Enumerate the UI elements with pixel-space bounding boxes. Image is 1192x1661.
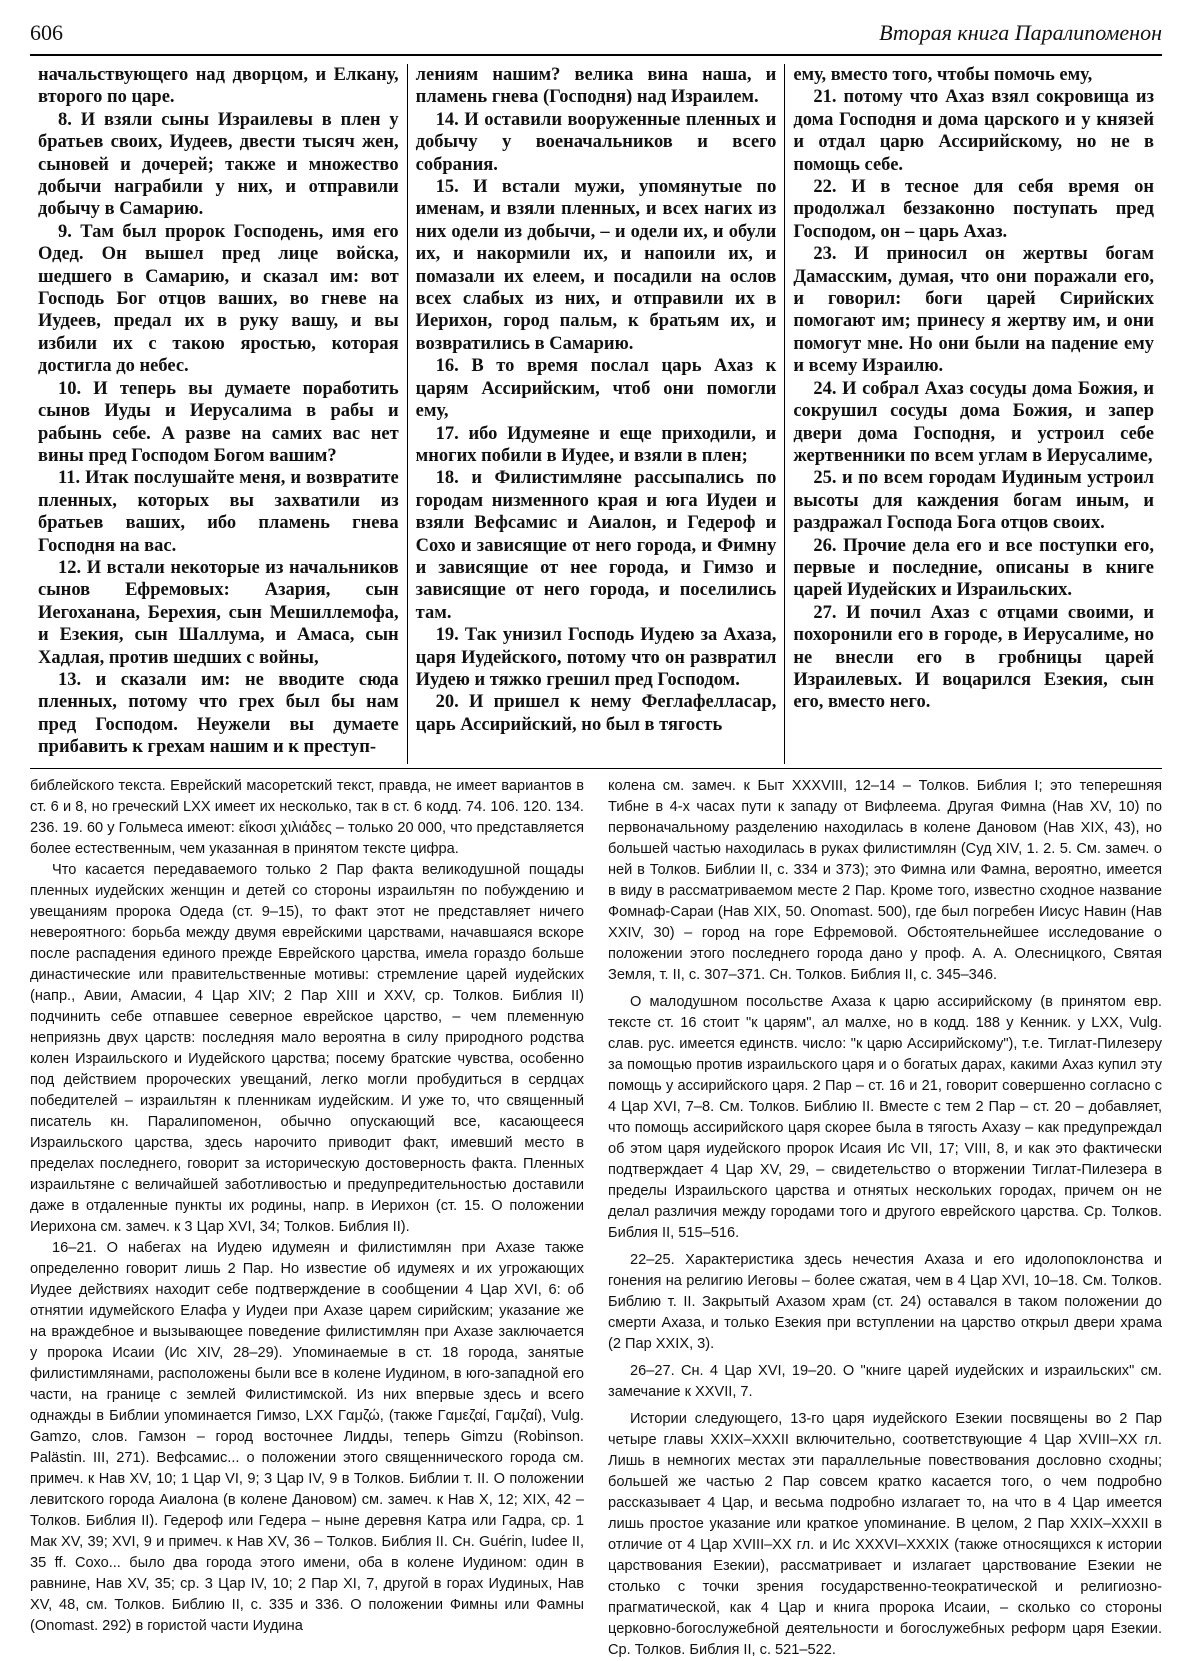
commentary-paragraph: О малодушном посольстве Ахаза к царю ассирийскому (в принятом евр. тексте ст. 16 стоит "к царям", ал малхе, но в кодд. 188 у Кенник. у LXX, Vulg. слав. рус. имеется единств. число: "к царю Ассирийскому"), т.е. Тиглат-Пилезеру за помощью против израильского царя и о богатых дарах, какими Ахаз купил эту помощь у ассирийского царя. 2 Пар – ст. 16 и 21, говорит совершенно согласно с 4 Цар XVI, 7–8. См. Толков. Библию II. Вместе с тем 2 Пар – ст. 20 – добавляет, что помощь ассирийского царя скорее была в тягость Ахазу – как предупреждал об этом царя иудейского пророк Исаия Ис VII, 17; VIII, 8, и как это фактически подтверждает 4 Цар XV, 29, – свидетельство о вторжении Тиглат-Пилезера в пределы Израильского царства и отнятых нескольких городах, причем он не делал различия между городами того и другого еврейского царства. Ср. Толков. Библия II, 515–516. — [608, 994, 1162, 1241]
commentary-paragraph: библейского текста. Еврейский масоретский текст, правда, не имеет вариантов в ст. 6 и 8, но греческий LXX имеет их несколько, так в ст. 6 кодд. 74. 106. 120. 134. 236. 19. 60 у Гольмеса имеют: εἴκοσι χιλιάδες – только 20 000, что представляется более естественным, чем указанная в принятом тексте цифра. — [30, 778, 584, 857]
bible-column-2 — [407, 64, 785, 764]
verse: 17. ибо Идумеяне и еще приходили, и многих побили в Иудее, и взяли в плен; — [415, 423, 777, 466]
verse: 24. И собрал Ахаз сосуды дома Божия, и сокрушил сосуды дома Божия, и запер двери дома Господня, и устроил себе жертвенники по всем углам в Иерусалиме, — [793, 378, 1155, 466]
page-header — [30, 14, 1162, 56]
verse: 26. Прочие дела его и все поступки его, первые и последние, описаны в книге царей Иудейских и Израильских. — [793, 535, 1155, 601]
verse: 14. И оставили вооруженные пленных и добычу у военачальников и всего собрания. — [415, 109, 777, 175]
verse: 11. Итак послушайте меня, и возвратите пленных, которых вы захватили из братьев ваших, ибо пламень гнева Господня на вас. — [38, 468, 399, 556]
section-divider — [30, 768, 1162, 769]
bible-column-1 — [30, 64, 407, 764]
verse: 9. Там был пророк Господень, имя его Одед. Он вышел пред лице войска, шедшего в Самарию, и сказал им: вот Господь Бог отцов ваших, во гневе на Иудеев, предал их в руку вашу, и вы избили их с такою яростью, которая достигла до небес. — [38, 221, 399, 377]
commentary-paragraph: 26–27. Сн. 4 Цар XVI, 19–20. О "книге царей иудейских и израильских" см. замечание к XXVII, 7. — [608, 1363, 1162, 1400]
verse: 18. и Филистимляне рассыпались по городам низменного края и юга Иудеи и взяли Вефсамис и Аиалон, и Гедероф и Сохо и зависящие от него города, и Фимну и зависящие от нее города, и Гимзо и зависящие от него города, и поселились там. — [415, 468, 777, 623]
verse: 20. И пришел к нему Феглафелласар, царь Ассирийский, но был в тягость — [415, 692, 777, 735]
verse: 23. И приносил он жертвы богам Дамасским, думая, что они поражали его, и говорил: боги царей Сирийских помогают им; принесу я жертву им, и они помогут мне. Но они были на падение ему и всему Израилю. — [793, 244, 1155, 377]
running-title: Вторая книга Паралипоменон — [879, 20, 1162, 45]
commentary-column-left — [30, 776, 584, 1634]
verse: ему, вместо того, чтобы помочь ему, — [793, 65, 1093, 85]
verse: лениям нашим? велика вина наша, и пламень гнева (Господня) над Израилем. — [415, 65, 777, 108]
commentary-paragraph: Что касается передаваемого только 2 Пар факта великодушной пощады пленных иудейских женщин и детей со стороны израильтян по побуждению и увещаниям пророка Одеда (ст. 9–15), то факт этот не представляет ничего невероятного: борьба между двумя еврейскими царствами, начавшаяся вскоре после распадения единого прежде Еврейского царства, имела гораздо больше династические или правительственные мотивы: стремление царей иудейских (напр., Авии, Амасии, 4 Цар XIV; 2 Пар XIII и XXV, ср. Толков. Библия II) подчинить себе отпавшее северное еврейское царство, – чем племенную неприязнь двух царств: последняя мало вероятна в силу природного родства колен Израильского и Иудейского царства; посему братские чувства, особенно под действием пророческих увещаний, легко могли пробудиться в сердцах победителей – израильтян к пленникам иудейским. И уже то, что священный писатель кн. Паралипоменон, обычно опускающий все, касающееся Израильского царства, здесь нарочито приводит факт, имевший место в пределах последнего, говорит за историческую достоверность факта. Пленных израильтяне с величайшей заботливостью и предупредительностью доставили даже в отдаленные пункты их родины, напр. в Иерихон (ст. 15. О положении Иерихона см. замеч. к 3 Цар XVI, 34; Толков. Библия II). — [30, 862, 584, 1235]
verse: 27. И почил Ахаз с отцами своими, и похоронили его в городе, в Иерусалиме, но не внесли его в гробницы царей Израилевых. И воцарился Езекия, сын его, вместо него. — [793, 602, 1155, 713]
verse: 15. И встали мужи, упомянутые по именам, и взяли пленных, и всех нагих из них одели из добычи, – и одели их, и обули их, и накормили их, и напоили их, и помазали их елеем, и посадили на ослов всех слабых из них, и отправили их в Иерихон, город пальм, к братьям их, и возвратились в Самарию. — [415, 177, 777, 354]
verse: 19. Так унизил Господь Иудею за Ахаза, царя Иудейского, потому что он развратил Иудею и тяжко грешил пред Господом. — [415, 625, 777, 690]
commentary-paragraph: Истории следующего, 13-го царя иудейского Езекии посвящены во 2 Пар четыре главы XXIX–XXXII включительно, соответствующие 4 Цар XVIII–XX гл. Лишь в немногих местах эти параллельные повествования дословно сходны; большей же частью 2 Пар совсем кратко касается того, о чем подробно рассказывает 4 Цар, и весьма подробно излагает то, на что в 4 Цар имеется лишь простое указание или краткое упоминание. В целом, 2 Пар XXIX–XXXII в отличие от 4 Цар XVIII–XX гл. и Ис XXXVI–XXXIX (также относящихся к истории царствования Езекии), рассматривает и излагает царствование Езекии не столько с точки зрения государственно-теократической и религиозно-прагматической, как 4 Цар и книга пророка Исаии, – сколько со стороны церковно-богослужебной деятельности и богослужебных реформ царя Езекии. Ср. Толков. Библия II, с. 521–522. — [608, 1411, 1162, 1658]
commentary-paragraph: колена см. замеч. к Быт XXXVIII, 12–14 – Толков. Библия I; это теперешняя Тибне в 4-х часах пути к западу от Вифлеема. Другая Фимна (Нав XV, 10) по первоначальному разделению находилась в колене Дановом (Нав XIX, 43), но большей частью находилась в руках филистимлян (Суд XIV, 1. 2. 5. См. замеч. о ней в Толков. Библии II, с. 334 и 373); это Фимна или Фамна, вероятно, имеется в виду в рассматриваемом месте 2 Пар. Кроме того, известно сходное название Фомнаф-Сараи (Нав XIX, 50. Onomast. 500), где был погребен Иисус Навин (Нав XXIV, 30) – город на горе Ефремовой. Обстоятельнейшее исследование о положении этого последнего города дано у проф. А. А. Олесницкого, Святая Земля, т. II, с. 307–371. Сн. Толков. Библия II, с. 345–346. — [608, 778, 1162, 983]
verse: 10. И теперь вы думаете поработить сынов Иуды и Иерусалима в рабы и рабынь себе. А разве на самих вас нет вины пред Господом Богом вашим? — [38, 378, 399, 466]
verse: 21. потому что Ахаз взял сокровища из дома Господня и дома царского и у князей и отдал царю Ассирийскому, но не в помощь себе. — [793, 87, 1155, 175]
page-number: 606 — [30, 20, 63, 45]
commentary-paragraph: 16–21. О набегах на Иудею идумеян и филистимлян при Ахазе также определенно говорит лишь 2 Пар. Но известие об идумеях и их угрожающих Иудее действиях находит себе подтверждение в сообщении 4 Цар XVI, 6: об отнятии идумейского Елафа у Иудеи при Ахазе царем сирийским; указание же на враждебное и вызывающее поведение филистимлян при Ахазе заключается у пророка Исаии (Ис XIV, 28–29). Упоминаемые в ст. 18 города, занятые филистимлянами, расположены были все в колене Иудином, в юго-западной его части, на границе с землей Филистимской. Из них впервые здесь и всего однажды в Библии упоминается Гимзо, LXX Γαμζώ, (также Γαμεζαί, Γαμζαί), Vulg. Gamzo, слов. Гамзон – город восточнее Лидды, теперь Gimzu (Robinson. Palästin. III, 271). Вефсамис... о положении этого священнического города см. примеч. к Нав XV, 10; 1 Цар VI, 9; 3 Цар IV, 9 в Толков. Библии т. II. О положении левитского города Аиалона (в колене Дановом) см. замеч. к Нав X, 12; XIX, 42 – Толков. Библия II). Гедероф или Гедера – ныне деревня Катра или Гадра, ср. 1 Мак XV, 39; XVI, 9 и примеч. к Нав XV, 36 – Толков. Библия II. Сн. Guérin, Iudee II, 35 ff. Сохо... было два города этого имени, оба в колене Иудином: один в равнине, Нав XV, 35; ср. 3 Цар IV, 10; 2 Пар XI, 7, другой в горах Иудиных, Нав XV, 48, см. Толков. Библию II, с. 335 и 336. О положении Фимны или Фамны (Onomast. 292) в гористой части Иудина — [30, 1240, 584, 1634]
verse: 22. И в тесное для себя время он продолжал беззаконно поступать пред Господом, он – царь Ахаз. — [793, 177, 1155, 242]
verse: 12. И встали некоторые из начальников сынов Ефремовых: Азария, сын Иегоханана, Берехия, сын Мешиллемофа, и Езекия, сын Шаллума, и Амаса, сын Хадлая, против шедших с войны, — [38, 557, 399, 668]
verse: начальствующего над дворцом, и Елкану, второго по царе. — [38, 65, 399, 108]
commentary-paragraph: 22–25. Характеристика здесь нечестия Ахаза и его идолопоклонства и гонения на религию Иеговы – более сжатая, чем в 4 Цар XVI, 10–18. См. Толков. Библию т. II. Закрытый Ахазом храм (ст. 24) оставался в таком положении до смерти Ахаза, и только Езекия при вступлении на царство открыл двери храма (2 Пар XXIX, 3). — [608, 1252, 1162, 1352]
verse: 25. и по всем городам Иудиным устроил высоты для каждения богам иным, и раздражал Господа Бога отцов своих. — [793, 468, 1155, 534]
bible-text — [30, 64, 1162, 764]
verse: 13. и сказали им: не вводите сюда пленных, потому что грех был бы нам пред Господом. Неужели вы думаете прибавить к грехам нашим и к преступ- — [38, 669, 399, 758]
verse: 8. И взяли сыны Израилевы в плен у братьев своих, Иудеев, двести тысяч жен, сыновей и дочерей; также и множество добычи награбили у них, и отправили добычу в Самарию. — [38, 109, 399, 220]
verse: 16. В то время послал царь Ахаз к царям Ассирийским, чтоб они помогли ему, — [415, 356, 777, 422]
bible-column-3 — [784, 64, 1162, 764]
commentary-column-right — [608, 776, 1162, 1658]
commentary — [30, 776, 1162, 1658]
